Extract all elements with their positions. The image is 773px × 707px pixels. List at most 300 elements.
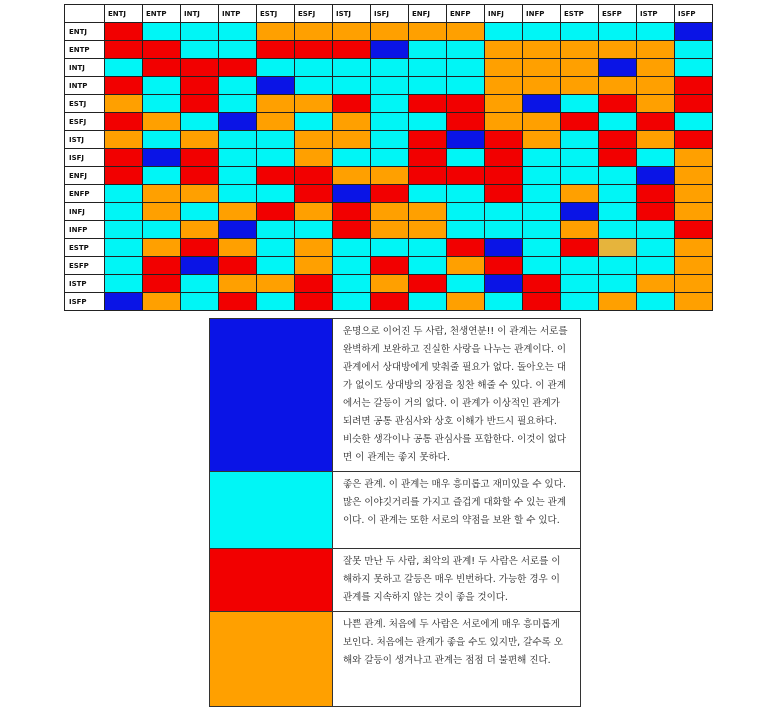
matrix-cell — [523, 167, 561, 185]
matrix-cell — [143, 185, 181, 203]
matrix-cell — [523, 293, 561, 311]
matrix-cell — [143, 95, 181, 113]
matrix-cell — [485, 203, 523, 221]
row-header: ENFP — [65, 185, 105, 203]
matrix-cell — [523, 95, 561, 113]
matrix-cell — [447, 257, 485, 275]
matrix-cell — [105, 131, 143, 149]
matrix-cell — [143, 221, 181, 239]
matrix-cell — [599, 59, 637, 77]
matrix-cell — [637, 257, 675, 275]
matrix-cell — [371, 59, 409, 77]
matrix-row — [65, 149, 713, 167]
matrix-cell — [599, 203, 637, 221]
matrix-row — [65, 77, 713, 95]
matrix-cell — [485, 185, 523, 203]
matrix-cell — [561, 131, 599, 149]
matrix-cell — [295, 239, 333, 257]
matrix-cell — [143, 77, 181, 95]
matrix-cell — [371, 41, 409, 59]
matrix-cell — [561, 275, 599, 293]
row-header: ENTP — [65, 41, 105, 59]
column-header: ESTP — [561, 5, 599, 23]
matrix-cell — [371, 77, 409, 95]
matrix-cell — [523, 77, 561, 95]
matrix-cell — [295, 23, 333, 41]
matrix-cell — [485, 131, 523, 149]
matrix-cell — [599, 149, 637, 167]
legend-text: 나쁜 관계. 처음에 두 사람은 서로에게 매우 흥미롭게 보인다. 처음에는 관계가 좋을 수도 있지만, 갈수록 오해와 갈등이 생겨나고 관계는 점점 더 불편해 진다. — [333, 612, 581, 707]
matrix-cell — [181, 293, 219, 311]
matrix-cell — [181, 257, 219, 275]
matrix-cell — [257, 59, 295, 77]
column-header: ENTJ — [105, 5, 143, 23]
matrix-cell — [675, 95, 713, 113]
matrix-cell — [447, 185, 485, 203]
matrix-cell — [637, 23, 675, 41]
matrix-cell — [181, 77, 219, 95]
column-header: ESFP — [599, 5, 637, 23]
matrix-cell — [105, 221, 143, 239]
matrix-cell — [371, 239, 409, 257]
row-header: ENFJ — [65, 167, 105, 185]
matrix-cell — [561, 185, 599, 203]
matrix-cell — [143, 41, 181, 59]
matrix-cell — [333, 293, 371, 311]
column-header: ISTP — [637, 5, 675, 23]
matrix-cell — [599, 23, 637, 41]
matrix-cell — [105, 41, 143, 59]
matrix-cell — [599, 77, 637, 95]
row-header: INTJ — [65, 59, 105, 77]
matrix-row — [65, 239, 713, 257]
matrix-cell — [523, 149, 561, 167]
matrix-cell — [485, 257, 523, 275]
matrix-cell — [295, 293, 333, 311]
matrix-cell — [219, 185, 257, 203]
column-header: ENTP — [143, 5, 181, 23]
matrix-row — [65, 23, 713, 41]
matrix-cell — [599, 275, 637, 293]
matrix-cell — [181, 113, 219, 131]
matrix-cell — [257, 77, 295, 95]
matrix-cell — [181, 131, 219, 149]
matrix-cell — [143, 113, 181, 131]
row-header: ESTP — [65, 239, 105, 257]
matrix-cell — [675, 275, 713, 293]
row-header: INFP — [65, 221, 105, 239]
matrix-cell — [143, 275, 181, 293]
matrix-cell — [257, 41, 295, 59]
row-header: ENTJ — [65, 23, 105, 41]
matrix-cell — [409, 131, 447, 149]
matrix-cell — [409, 185, 447, 203]
matrix-cell — [333, 239, 371, 257]
matrix-cell — [219, 131, 257, 149]
legend-swatch-red — [210, 549, 333, 612]
matrix-cell — [409, 167, 447, 185]
matrix-cell — [181, 149, 219, 167]
matrix-cell — [561, 239, 599, 257]
matrix-cell — [485, 41, 523, 59]
matrix-cell — [295, 77, 333, 95]
column-header: INTJ — [181, 5, 219, 23]
matrix-cell — [219, 275, 257, 293]
matrix-cell — [371, 167, 409, 185]
matrix-cell — [219, 239, 257, 257]
matrix-cell — [333, 23, 371, 41]
matrix-cell — [675, 113, 713, 131]
matrix-cell — [637, 293, 675, 311]
row-header: ESTJ — [65, 95, 105, 113]
matrix-cell — [409, 275, 447, 293]
matrix-cell — [181, 59, 219, 77]
matrix-cell — [637, 167, 675, 185]
matrix-cell — [333, 95, 371, 113]
matrix-cell — [333, 221, 371, 239]
matrix-cell — [675, 221, 713, 239]
matrix-cell — [219, 167, 257, 185]
legend-text: 잘못 만난 두 사람, 최악의 관계! 두 사람은 서로를 이해하지 못하고 갈등은 매우 빈번하다. 가능한 경우 이 관계를 지속하지 않는 것이 좋을 것이다. — [333, 549, 581, 612]
matrix-cell — [447, 275, 485, 293]
matrix-cell — [523, 239, 561, 257]
matrix-row — [65, 221, 713, 239]
matrix-cell — [523, 113, 561, 131]
column-header: ENFJ — [409, 5, 447, 23]
matrix-cell — [219, 77, 257, 95]
matrix-cell — [219, 95, 257, 113]
matrix-cell — [105, 59, 143, 77]
matrix-cell — [257, 167, 295, 185]
matrix-cell — [447, 167, 485, 185]
matrix-cell — [447, 77, 485, 95]
matrix-cell — [257, 239, 295, 257]
matrix-cell — [105, 167, 143, 185]
matrix-cell — [523, 185, 561, 203]
matrix-cell — [257, 275, 295, 293]
matrix-cell — [599, 185, 637, 203]
matrix-cell — [561, 221, 599, 239]
matrix-cell — [181, 221, 219, 239]
matrix-cell — [637, 185, 675, 203]
matrix-cell — [637, 77, 675, 95]
legend-swatch-blue — [210, 319, 333, 472]
matrix-cell — [181, 203, 219, 221]
matrix-cell — [143, 293, 181, 311]
matrix-cell — [523, 203, 561, 221]
matrix-cell — [105, 293, 143, 311]
matrix-body — [65, 23, 713, 311]
matrix-cell — [447, 131, 485, 149]
matrix-cell — [371, 149, 409, 167]
matrix-cell — [447, 41, 485, 59]
matrix-cell — [447, 59, 485, 77]
matrix-cell — [409, 77, 447, 95]
matrix-cell — [295, 113, 333, 131]
matrix-cell — [371, 203, 409, 221]
matrix-cell — [333, 131, 371, 149]
matrix-cell — [143, 203, 181, 221]
matrix-row — [65, 59, 713, 77]
matrix-cell — [371, 257, 409, 275]
matrix-cell — [295, 203, 333, 221]
matrix-cell — [675, 77, 713, 95]
matrix-cell — [333, 77, 371, 95]
column-header: ESTJ — [257, 5, 295, 23]
matrix-cell — [561, 293, 599, 311]
matrix-row — [65, 131, 713, 149]
matrix-cell — [447, 149, 485, 167]
legend-row — [210, 319, 581, 472]
matrix-cell — [675, 203, 713, 221]
matrix-cell — [105, 185, 143, 203]
matrix-cell — [257, 23, 295, 41]
row-header: ESFJ — [65, 113, 105, 131]
matrix-cell — [143, 239, 181, 257]
matrix-cell — [675, 167, 713, 185]
matrix-cell — [295, 41, 333, 59]
matrix-cell — [637, 275, 675, 293]
compatibility-matrix — [64, 4, 713, 311]
matrix-cell — [295, 59, 333, 77]
matrix-cell — [143, 149, 181, 167]
matrix-cell — [257, 149, 295, 167]
matrix-cell — [409, 59, 447, 77]
matrix-cell — [447, 95, 485, 113]
matrix-cell — [409, 95, 447, 113]
matrix-cell — [219, 293, 257, 311]
matrix-cell — [333, 59, 371, 77]
matrix-cell — [675, 59, 713, 77]
matrix-cell — [105, 239, 143, 257]
matrix-cell — [105, 257, 143, 275]
matrix-cell — [105, 23, 143, 41]
matrix-cell — [219, 257, 257, 275]
matrix-cell — [561, 77, 599, 95]
legend-table — [209, 318, 581, 707]
matrix-cell — [105, 149, 143, 167]
matrix-row — [65, 41, 713, 59]
matrix-cell — [637, 113, 675, 131]
matrix-cell — [561, 149, 599, 167]
matrix-cell — [447, 221, 485, 239]
matrix-cell — [105, 203, 143, 221]
matrix-cell — [219, 221, 257, 239]
column-header: INFJ — [485, 5, 523, 23]
matrix-cell — [599, 239, 637, 257]
matrix-cell — [485, 167, 523, 185]
matrix-cell — [371, 113, 409, 131]
column-header: ENFP — [447, 5, 485, 23]
matrix-cell — [295, 185, 333, 203]
matrix-cell — [561, 41, 599, 59]
corner-cell — [65, 5, 105, 23]
matrix-cell — [561, 113, 599, 131]
matrix-cell — [181, 185, 219, 203]
matrix-cell — [333, 257, 371, 275]
matrix-cell — [333, 275, 371, 293]
matrix-cell — [295, 257, 333, 275]
matrix-cell — [295, 95, 333, 113]
matrix-cell — [637, 239, 675, 257]
matrix-cell — [485, 23, 523, 41]
legend-swatch-orange — [210, 612, 333, 707]
matrix-cell — [599, 41, 637, 59]
matrix-cell — [485, 293, 523, 311]
matrix-cell — [143, 23, 181, 41]
matrix-cell — [181, 41, 219, 59]
matrix-cell — [219, 59, 257, 77]
matrix-cell — [219, 23, 257, 41]
legend-row — [210, 472, 581, 549]
matrix-cell — [637, 95, 675, 113]
matrix-cell — [561, 203, 599, 221]
matrix-cell — [181, 23, 219, 41]
matrix-cell — [257, 113, 295, 131]
matrix-cell — [637, 41, 675, 59]
row-header: ISTJ — [65, 131, 105, 149]
matrix-row — [65, 185, 713, 203]
column-header: ESFJ — [295, 5, 333, 23]
matrix-cell — [447, 239, 485, 257]
matrix-row — [65, 275, 713, 293]
matrix-cell — [675, 131, 713, 149]
column-header: ISFP — [675, 5, 713, 23]
legend-row — [210, 549, 581, 612]
matrix-cell — [371, 275, 409, 293]
matrix-cell — [523, 41, 561, 59]
matrix-cell — [143, 257, 181, 275]
matrix-cell — [105, 77, 143, 95]
matrix-cell — [523, 23, 561, 41]
matrix-cell — [447, 293, 485, 311]
matrix-cell — [333, 113, 371, 131]
matrix-cell — [409, 113, 447, 131]
matrix-cell — [599, 95, 637, 113]
matrix-cell — [409, 257, 447, 275]
matrix-cell — [257, 185, 295, 203]
matrix-cell — [409, 203, 447, 221]
matrix-cell — [561, 257, 599, 275]
matrix-cell — [409, 239, 447, 257]
matrix-cell — [181, 239, 219, 257]
matrix-cell — [485, 77, 523, 95]
matrix-cell — [333, 185, 371, 203]
matrix-cell — [371, 131, 409, 149]
matrix-cell — [409, 149, 447, 167]
matrix-cell — [599, 167, 637, 185]
matrix-cell — [675, 23, 713, 41]
matrix-cell — [599, 113, 637, 131]
matrix-cell — [523, 275, 561, 293]
matrix-cell — [143, 167, 181, 185]
matrix-cell — [523, 221, 561, 239]
matrix-cell — [143, 59, 181, 77]
matrix-cell — [409, 293, 447, 311]
matrix-cell — [561, 59, 599, 77]
column-header-row — [65, 5, 713, 23]
matrix-cell — [295, 131, 333, 149]
matrix-cell — [105, 95, 143, 113]
matrix-cell — [181, 95, 219, 113]
row-header: ISFP — [65, 293, 105, 311]
matrix-cell — [485, 149, 523, 167]
matrix-cell — [561, 167, 599, 185]
matrix-cell — [371, 221, 409, 239]
matrix-cell — [257, 95, 295, 113]
column-header: INTP — [219, 5, 257, 23]
matrix-cell — [599, 257, 637, 275]
matrix-cell — [675, 41, 713, 59]
matrix-cell — [447, 203, 485, 221]
matrix-cell — [523, 257, 561, 275]
legend-text: 좋은 관계. 이 관계는 매우 흥미롭고 재미있을 수 있다. 많은 이야깃거리를 가지고 즐겁게 대화할 수 있는 관계이다. 이 관계는 또한 서로의 약점을 보완 할 수 있다. — [333, 472, 581, 549]
matrix-cell — [371, 23, 409, 41]
matrix-cell — [181, 275, 219, 293]
matrix-cell — [675, 149, 713, 167]
matrix-cell — [447, 23, 485, 41]
matrix-cell — [371, 95, 409, 113]
matrix-cell — [371, 293, 409, 311]
column-header: ISFJ — [371, 5, 409, 23]
matrix-cell — [371, 185, 409, 203]
matrix-cell — [599, 293, 637, 311]
matrix-cell — [637, 221, 675, 239]
matrix-cell — [637, 59, 675, 77]
matrix-cell — [219, 149, 257, 167]
matrix-row — [65, 167, 713, 185]
matrix-cell — [409, 221, 447, 239]
matrix-cell — [105, 113, 143, 131]
matrix-cell — [295, 167, 333, 185]
row-header: ISFJ — [65, 149, 105, 167]
column-header: INFP — [523, 5, 561, 23]
matrix-cell — [485, 275, 523, 293]
row-header: ESFP — [65, 257, 105, 275]
matrix-cell — [447, 113, 485, 131]
matrix-row — [65, 203, 713, 221]
matrix-cell — [219, 41, 257, 59]
matrix-cell — [637, 149, 675, 167]
matrix-row — [65, 257, 713, 275]
matrix-cell — [295, 149, 333, 167]
matrix-cell — [219, 113, 257, 131]
matrix-cell — [409, 23, 447, 41]
matrix-cell — [485, 113, 523, 131]
matrix-cell — [257, 257, 295, 275]
matrix-cell — [257, 221, 295, 239]
matrix-cell — [485, 95, 523, 113]
matrix-cell — [409, 41, 447, 59]
matrix-cell — [181, 167, 219, 185]
matrix-cell — [637, 131, 675, 149]
matrix-cell — [143, 131, 181, 149]
matrix-cell — [561, 23, 599, 41]
matrix-cell — [523, 59, 561, 77]
matrix-cell — [523, 131, 561, 149]
row-header: INTP — [65, 77, 105, 95]
matrix-cell — [675, 239, 713, 257]
matrix-cell — [637, 203, 675, 221]
row-header: ISTP — [65, 275, 105, 293]
matrix-cell — [257, 293, 295, 311]
legend-row — [210, 612, 581, 707]
legend-swatch-cyan — [210, 472, 333, 549]
matrix-cell — [219, 203, 257, 221]
matrix-cell — [485, 221, 523, 239]
matrix-cell — [333, 167, 371, 185]
matrix-cell — [257, 131, 295, 149]
